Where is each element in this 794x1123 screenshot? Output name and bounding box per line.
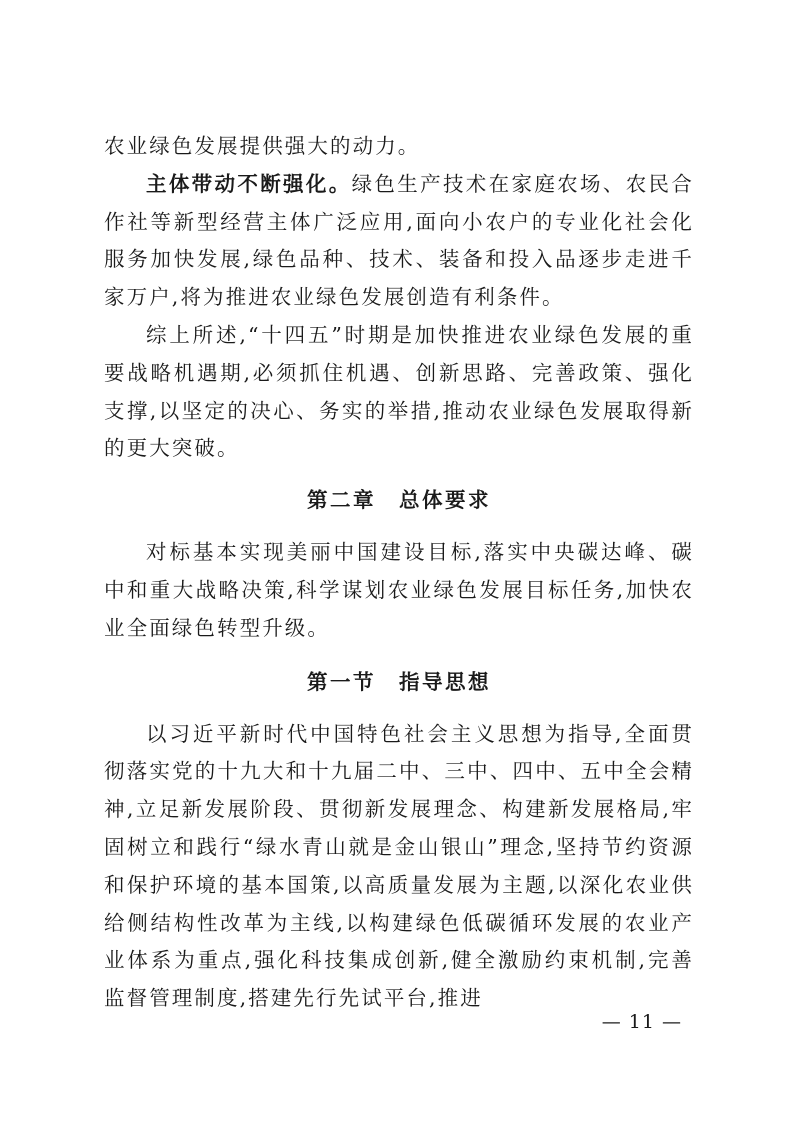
paragraph-lead-heading: 主体带动不断强化。 <box>146 171 352 196</box>
paragraph-continuation: 农业绿色发展提供强大的动力。 <box>104 134 421 158</box>
paragraph-summary: 综上所述,“十四五”时期是加快推进农业绿色发展的重要战略机遇期,必须抓住机遇、创新思路、完善政策、强化支撑,以坚定的决心、务实的举措,推动农业绿色发展取得新的更大突破。 <box>104 322 694 461</box>
paragraph-subject-driving <box>104 166 694 317</box>
paragraph-guiding-thought: 以习近平新时代中国特色社会主义思想为指导,全面贯彻落实党的十九大和十九届二中、三中、四中、五中全会精神,立足新发展阶段、贯彻新发展理念、构建新发展格局,牢固树立和践行“绿水青山就是金山银山”理念,坚持节约资源和保护环境的基本国策,以高质量发展为主题,以深化农业供给侧结构性改革为主线,以构建绿色低碳循环发展的农业产业体系为重点,强化科技集成创新,健全激励约束机制,完善监督管理制度,搭建先行先试平台,推进 <box>104 721 694 1011</box>
chapter-heading: 第二章 总体要求 <box>307 488 491 513</box>
paragraph-chapter-intro: 对标基本实现美丽中国建设目标,落实中央碳达峰、碳中和重大战略决策,科学谋划农业绿色发展目标任务,加快农业全面绿色转型升级。 <box>104 540 694 640</box>
paragraph-body-text: 绿色生产技术在家庭农场、农民合作社等新型经营主体广泛应用,面向小农户的专业化社会化服务加快发展,绿色品种、技术、装备和投入品逐步走进千家万户,将为推进农业绿色发展创造有利条件。 <box>104 171 694 310</box>
section-heading: 第一节 指导思想 <box>307 669 491 694</box>
page-number: — 11 — <box>601 1011 682 1033</box>
page-body <box>104 128 694 1018</box>
